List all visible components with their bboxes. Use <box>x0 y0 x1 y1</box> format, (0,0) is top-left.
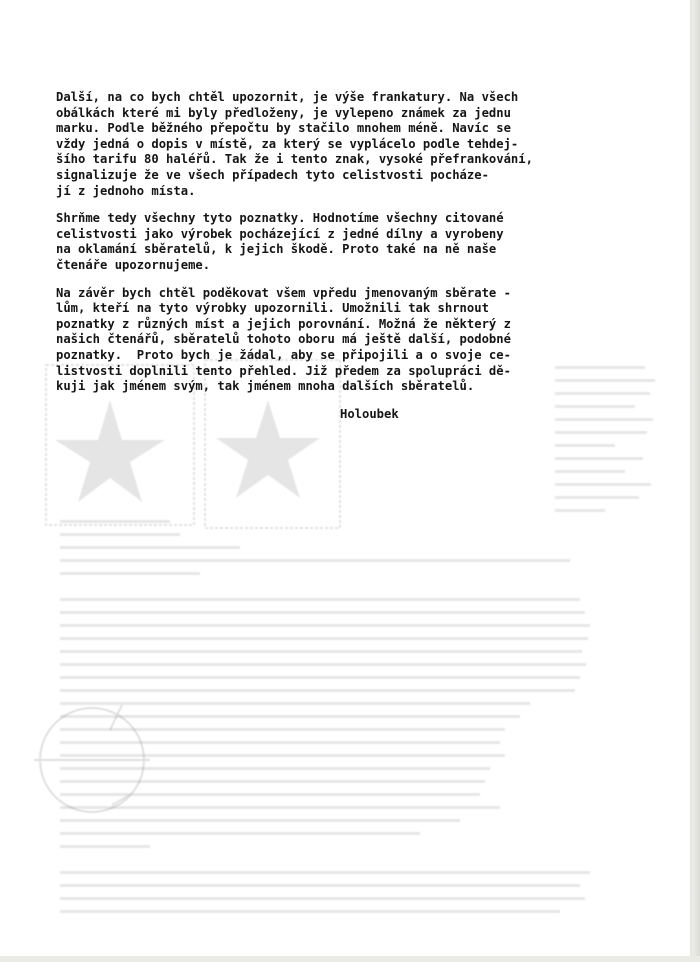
text-line: vždy jedná o dopis v místě, za který se vyplácelo podle tehdej- <box>56 136 519 151</box>
text-line: Shrňme tedy všechny tyto poznatky. Hodnotíme všechny citované <box>56 211 504 226</box>
author-signature: Holoubek <box>340 407 399 421</box>
text-line: na oklamání sběratelů, k jejich škodě. Proto také na ně naše <box>56 242 497 257</box>
text-line: obálkách které mi byly předloženy, je vylepeno známek za jednu <box>56 105 511 120</box>
text-line: celistvosti jako výrobek pocházející z jedné dílny a vyrobeny <box>56 226 504 241</box>
text-line: šího tarifu 80 haléřů. Tak že i tento znak, vysoké přefrankování, <box>56 152 533 167</box>
text-line: Na závěr bych chtěl poděkovat všem vpředu jmenovaným sběrate - <box>56 285 511 300</box>
text-line: poznatky z různých míst a jejich porovnání. Možná že některý z <box>56 316 511 331</box>
text-line: Další, na co bych chtěl upozornit, je výše frankatury. Na všech <box>56 90 519 104</box>
paragraph-thanks <box>56 286 596 395</box>
text-line: lům, kteří na tyto výrobky upozornili. Umožnili tak shrnout <box>56 301 489 316</box>
text-line: poznatky. Proto bych je žádal, aby se připojili a o svoje ce- <box>56 347 511 362</box>
text-line: našich čtenářů, sběratelů tohoto oboru má ještě další, podobné <box>56 332 511 347</box>
text-line: čtenáře upozornujeme. <box>56 257 211 272</box>
text-line: marku. Podle běžného přepočtu by stačilo mnohem méně. Navíc se <box>56 121 511 136</box>
letter-body <box>56 90 596 407</box>
text-line: signalizuje že ve všech případech tyto celistvosti pocháze- <box>56 167 489 182</box>
text-line: kuji jak jménem svým, tak jménem mnoha dalších sběratelů. <box>56 379 475 394</box>
show-through-body-text <box>60 520 600 923</box>
text-line: jí z jednoho místa. <box>56 183 196 198</box>
text-line: listvosti doplnili tento přehled. Již předem za spolupráci dě- <box>56 363 511 378</box>
paragraph-summary <box>56 211 596 273</box>
paragraph-frankatura <box>56 90 596 199</box>
